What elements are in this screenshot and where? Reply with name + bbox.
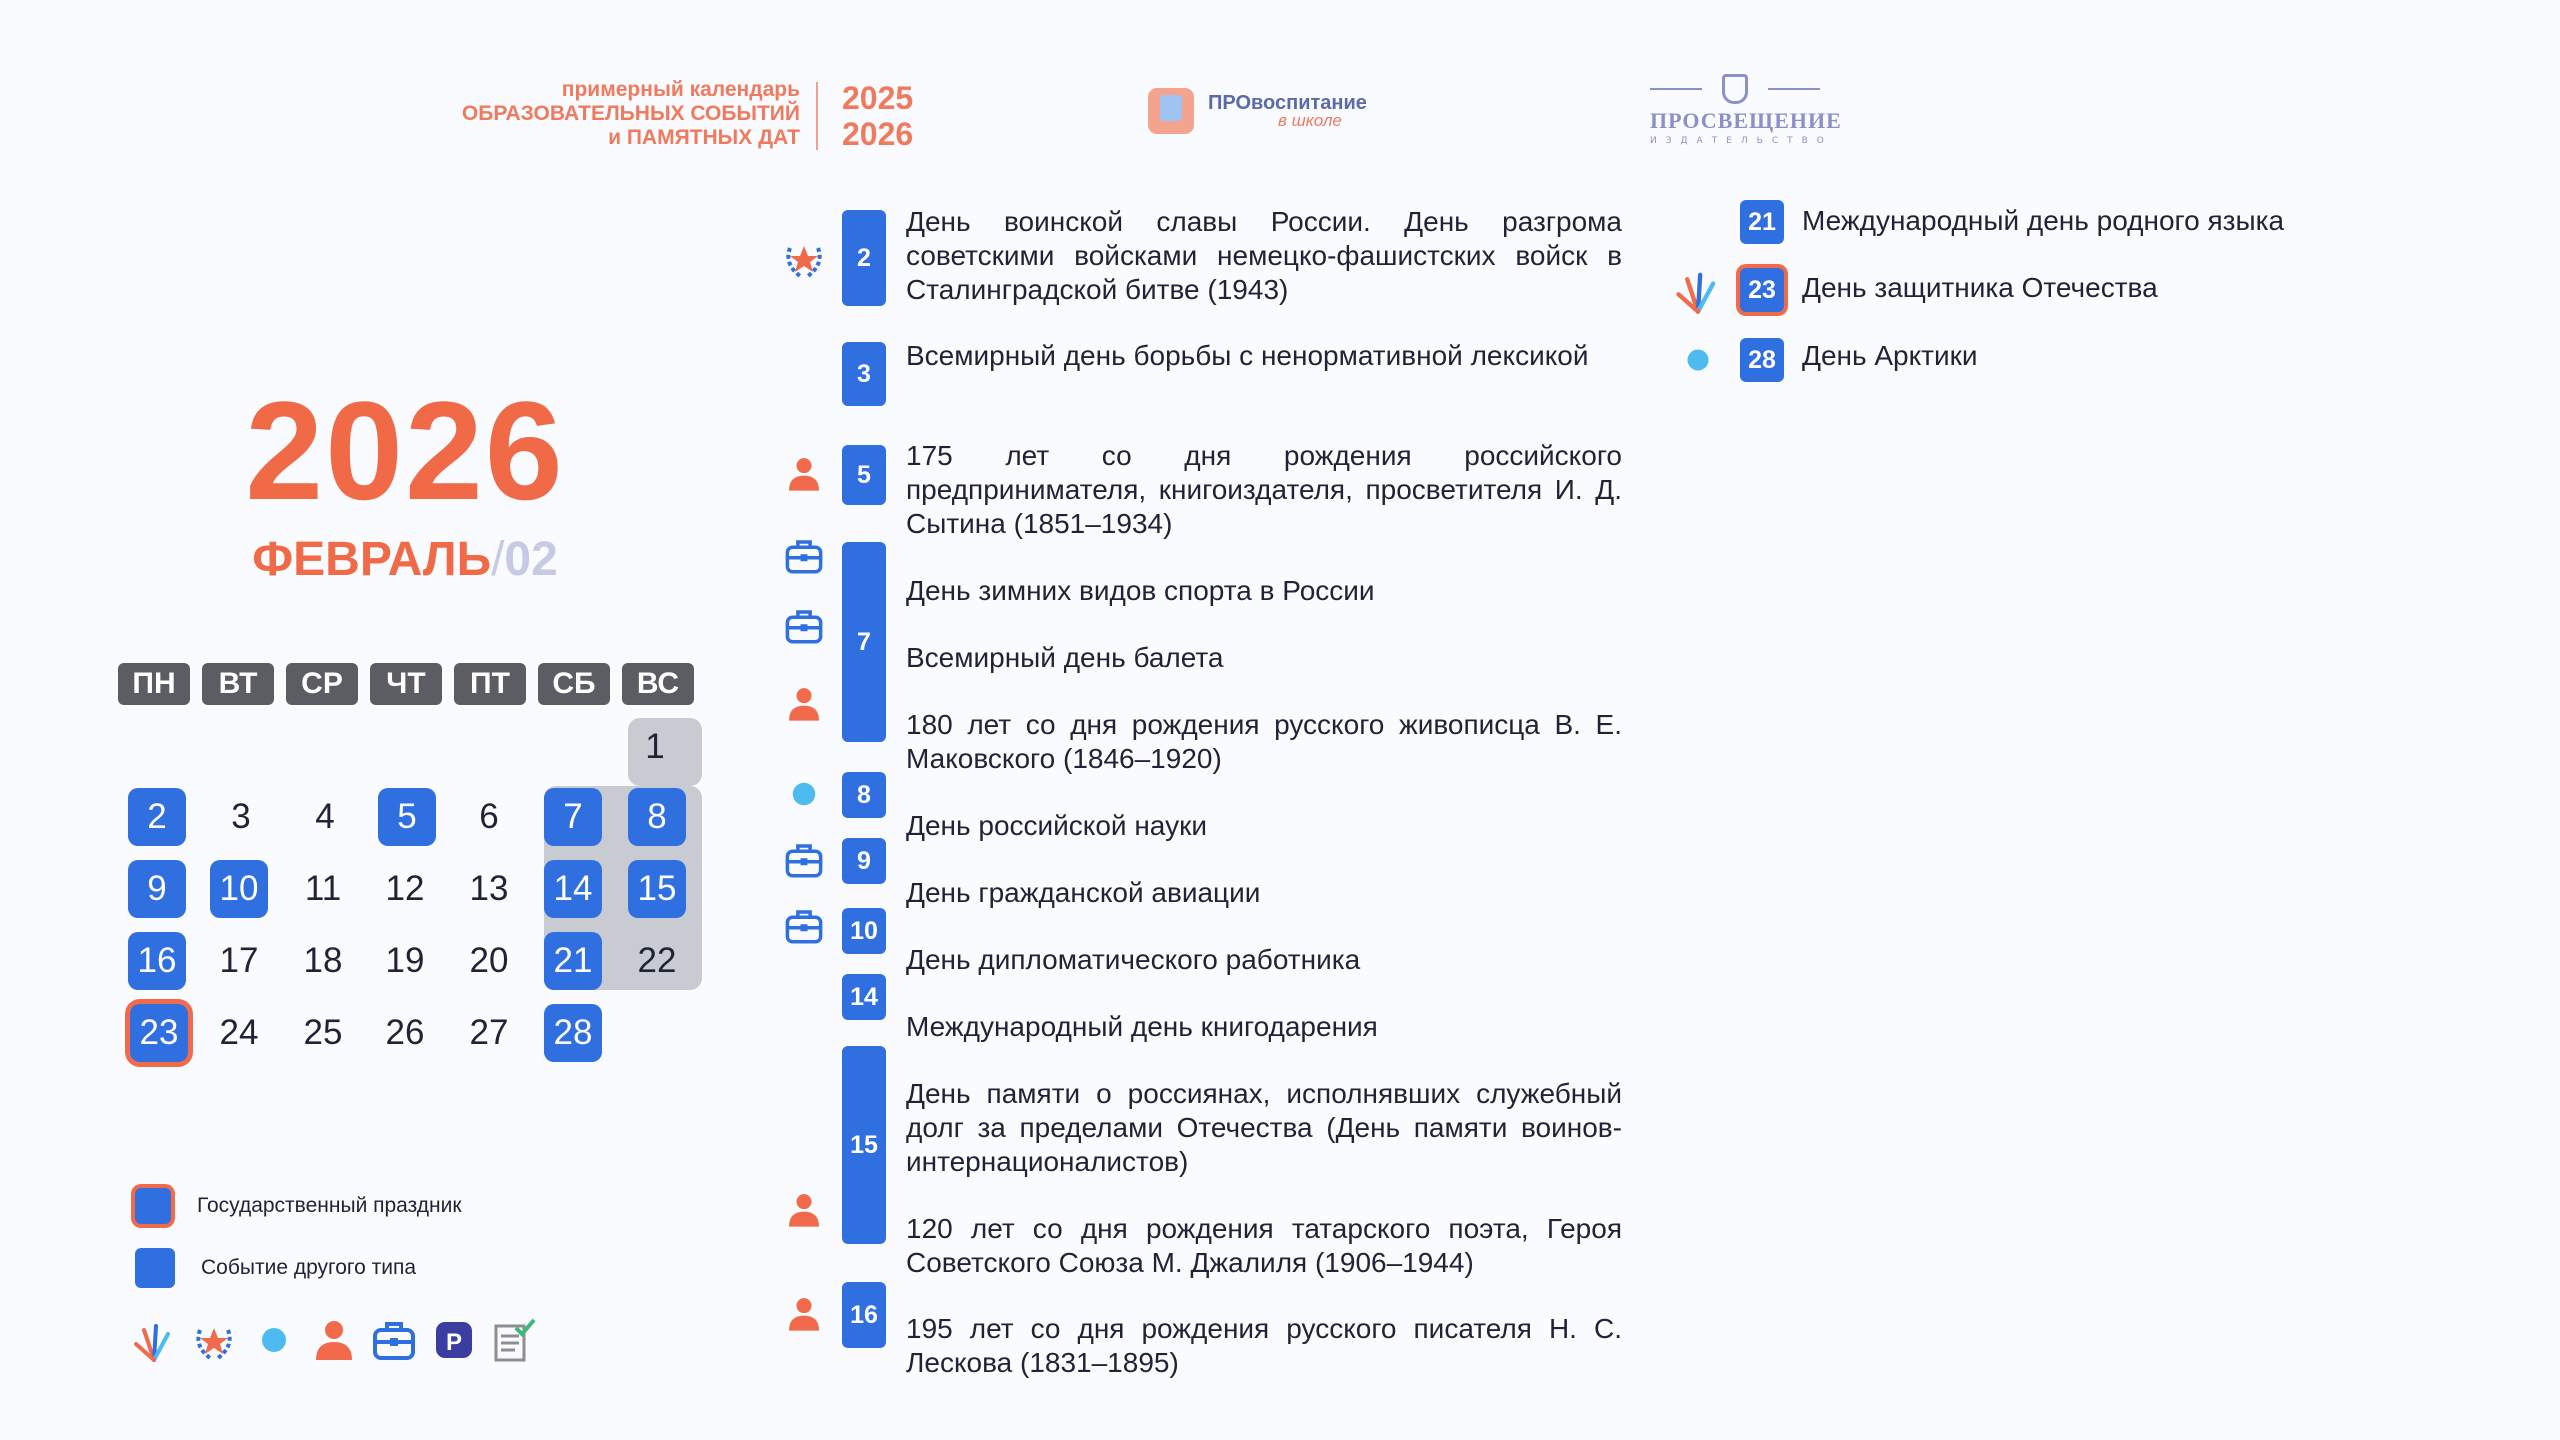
header-year-start: 2025	[842, 80, 914, 116]
weekday-thu: ЧТ	[370, 663, 442, 705]
provospitanie-logo-subtext: в школе	[1278, 110, 1342, 130]
event-text: День воинской славы России. День разгрома советскими войсками немецко-фашистских войск в Сталинградской битве (1943)	[906, 206, 1622, 305]
calendar-day[interactable]: 24	[219, 1013, 259, 1052]
header-divider	[816, 82, 818, 150]
calendar-day-event[interactable]: 2	[128, 788, 186, 846]
event-text: День зимних видов спорта в России	[906, 575, 1375, 606]
weekday-sun: ВС	[622, 663, 694, 705]
provospitanie-logo-text: ПРОвоспитание	[1208, 91, 1367, 114]
blue-dot-icon	[250, 1316, 298, 1364]
calendar-day-event[interactable]: 16	[128, 932, 186, 990]
publisher-name: ПРОСВЕЩЕНИЕ	[1650, 108, 1842, 133]
calendar-day[interactable]: 18	[303, 941, 343, 980]
event-text: День защитника Отечества	[1802, 272, 2158, 303]
event-date-badge: 10	[842, 908, 886, 954]
event-date-badge: 21	[1740, 200, 1784, 244]
event-date-badge: 5	[842, 445, 886, 505]
event-text: 180 лет со дня рождения русского живописца В. Е. Маковского (1846–1920)	[906, 709, 1622, 774]
event-text: День гражданской авиации	[906, 877, 1261, 908]
legend-holiday	[135, 1188, 462, 1224]
calendar-day-event[interactable]: 15	[628, 860, 686, 918]
calendar-day[interactable]: 17	[219, 941, 259, 980]
event-date-badge: 2	[842, 210, 886, 306]
legend-other-label: Событие другого типа	[201, 1256, 417, 1279]
event-text: Всемирный день борьбы с ненормативной лексикой	[906, 340, 1589, 371]
calendar-day-holiday[interactable]: 23	[130, 1004, 188, 1062]
event-date-badge: 9	[842, 838, 886, 884]
ruble-icon	[430, 1316, 478, 1364]
briefcase-icon	[780, 602, 828, 650]
header-title-line2: ОБРАЗОВАТЕЛЬНЫХ СОБЫТИЙ	[461, 102, 800, 125]
calendar-day[interactable]: 4	[315, 797, 335, 836]
fireworks-icon	[1672, 264, 1724, 316]
briefcase-icon	[780, 836, 828, 884]
header-title-line3: и ПАМЯТНЫХ ДАТ	[608, 126, 800, 149]
laurel-star-icon	[780, 234, 828, 282]
legend-holiday-swatch	[135, 1188, 171, 1224]
legend-other-swatch	[135, 1248, 175, 1288]
blue-dot-icon	[1672, 334, 1724, 386]
legend-holiday-label: Государственный праздник	[197, 1194, 462, 1217]
publisher-subtitle: ИЗДАТЕЛЬСТВО	[1650, 136, 1833, 146]
legend-other	[135, 1248, 416, 1288]
logo-line-left	[1650, 88, 1702, 90]
briefcase-icon	[780, 902, 828, 950]
calendar-day[interactable]: 11	[304, 869, 342, 908]
weekday-tue: ВТ	[202, 663, 274, 705]
event-text: 175 лет со дня рождения российского предпринимателя, книгоиздателя, просветителя И. Д. Сытина (1851–1934)	[906, 440, 1622, 539]
person-icon	[780, 680, 828, 728]
weekday-sat: СБ	[538, 663, 610, 705]
event-text: 120 лет со дня рождения татарского поэта, Героя Советского Союза М. Джалиля (1906–1944)	[906, 1213, 1622, 1278]
fireworks-icon	[130, 1316, 178, 1364]
calendar-day[interactable]: 3	[231, 797, 251, 836]
event-date-badge: 3	[842, 342, 886, 406]
calendar-day-event[interactable]: 14	[544, 860, 602, 918]
header-title-line1: примерный календарь	[561, 78, 800, 101]
event-text: Международный день книгодарения	[906, 1011, 1378, 1042]
weekday-mon: ПН	[118, 663, 190, 705]
calendar-day[interactable]: 22	[637, 941, 677, 980]
weekday-fri: ПТ	[454, 663, 526, 705]
calendar-day-event[interactable]: 28	[544, 1004, 602, 1062]
event-date-badge: 16	[842, 1282, 886, 1348]
month-number: 02	[504, 533, 558, 586]
calendar-day[interactable]: 20	[469, 941, 509, 980]
month-slash: /	[491, 533, 505, 586]
year-title: 2026	[245, 372, 565, 529]
briefcase-icon	[370, 1316, 418, 1364]
event-date-badge: 14	[842, 974, 886, 1020]
event-text: Международный день родного языка	[1802, 205, 2285, 236]
event-date-badge: 7	[842, 542, 886, 742]
briefcase-icon	[780, 532, 828, 580]
prosveshchenie-logo	[1650, 74, 1842, 146]
calendar-day[interactable]: 12	[385, 869, 425, 908]
provospitanie-logo	[1148, 88, 1367, 134]
event-date-badge: 15	[842, 1046, 886, 1244]
month-calendar	[118, 660, 698, 1080]
calendar-day[interactable]: 13	[469, 869, 509, 908]
calendar-day[interactable]: 26	[385, 1013, 425, 1052]
month-title	[150, 532, 660, 587]
event-date-badge: 28	[1740, 338, 1784, 382]
calendar-day[interactable]: 27	[469, 1013, 509, 1052]
calendar-day-event[interactable]: 10	[210, 860, 268, 918]
event-text: Всемирный день балета	[906, 642, 1224, 673]
laurel-star-icon	[190, 1316, 238, 1364]
calendar-day[interactable]: 6	[479, 797, 499, 836]
person-icon	[310, 1316, 358, 1364]
header-years	[842, 80, 913, 152]
event-date-badge: 8	[842, 772, 886, 818]
calendar-day-event[interactable]: 9	[128, 860, 186, 918]
event-text: День Арктики	[1802, 340, 1978, 371]
person-icon	[780, 1186, 828, 1234]
calendar-day-event[interactable]: 21	[544, 932, 602, 990]
event-text: День российской науки	[906, 810, 1207, 841]
calendar-day[interactable]: 1	[645, 727, 665, 766]
svg-text:P: P	[445, 1329, 463, 1356]
calendar-day[interactable]: 19	[385, 941, 425, 980]
calendar-header-title	[430, 78, 800, 150]
month-name: ФЕВРАЛЬ	[252, 533, 492, 586]
event-text: День памяти о россиянах, исполнявших служебный долг за пределами Отечества (День памяти воинов-интернационалистов)	[906, 1078, 1622, 1177]
calendar-day-event[interactable]: 7	[544, 788, 602, 846]
weekday-wed: СР	[286, 663, 358, 705]
provospitanie-logo-icon	[1148, 88, 1194, 134]
event-date-badge-holiday: 23	[1740, 268, 1784, 312]
legend-icons	[130, 1316, 538, 1364]
calendar-day[interactable]: 25	[303, 1013, 343, 1052]
event-text: День дипломатического работника	[906, 944, 1361, 975]
person-icon	[780, 450, 828, 498]
event-text: 195 лет со дня рождения русского писателя Н. С. Лескова (1831–1895)	[906, 1313, 1622, 1378]
header-year-end: 2026	[842, 116, 914, 152]
blue-dot-icon	[780, 770, 828, 818]
document-check-icon	[490, 1316, 538, 1364]
person-icon	[780, 1290, 828, 1338]
logo-line-right	[1768, 88, 1820, 90]
calendar-day-event[interactable]: 8	[628, 788, 686, 846]
prosveshchenie-emblem-icon	[1722, 74, 1748, 104]
calendar-day-event[interactable]: 5	[378, 788, 436, 846]
